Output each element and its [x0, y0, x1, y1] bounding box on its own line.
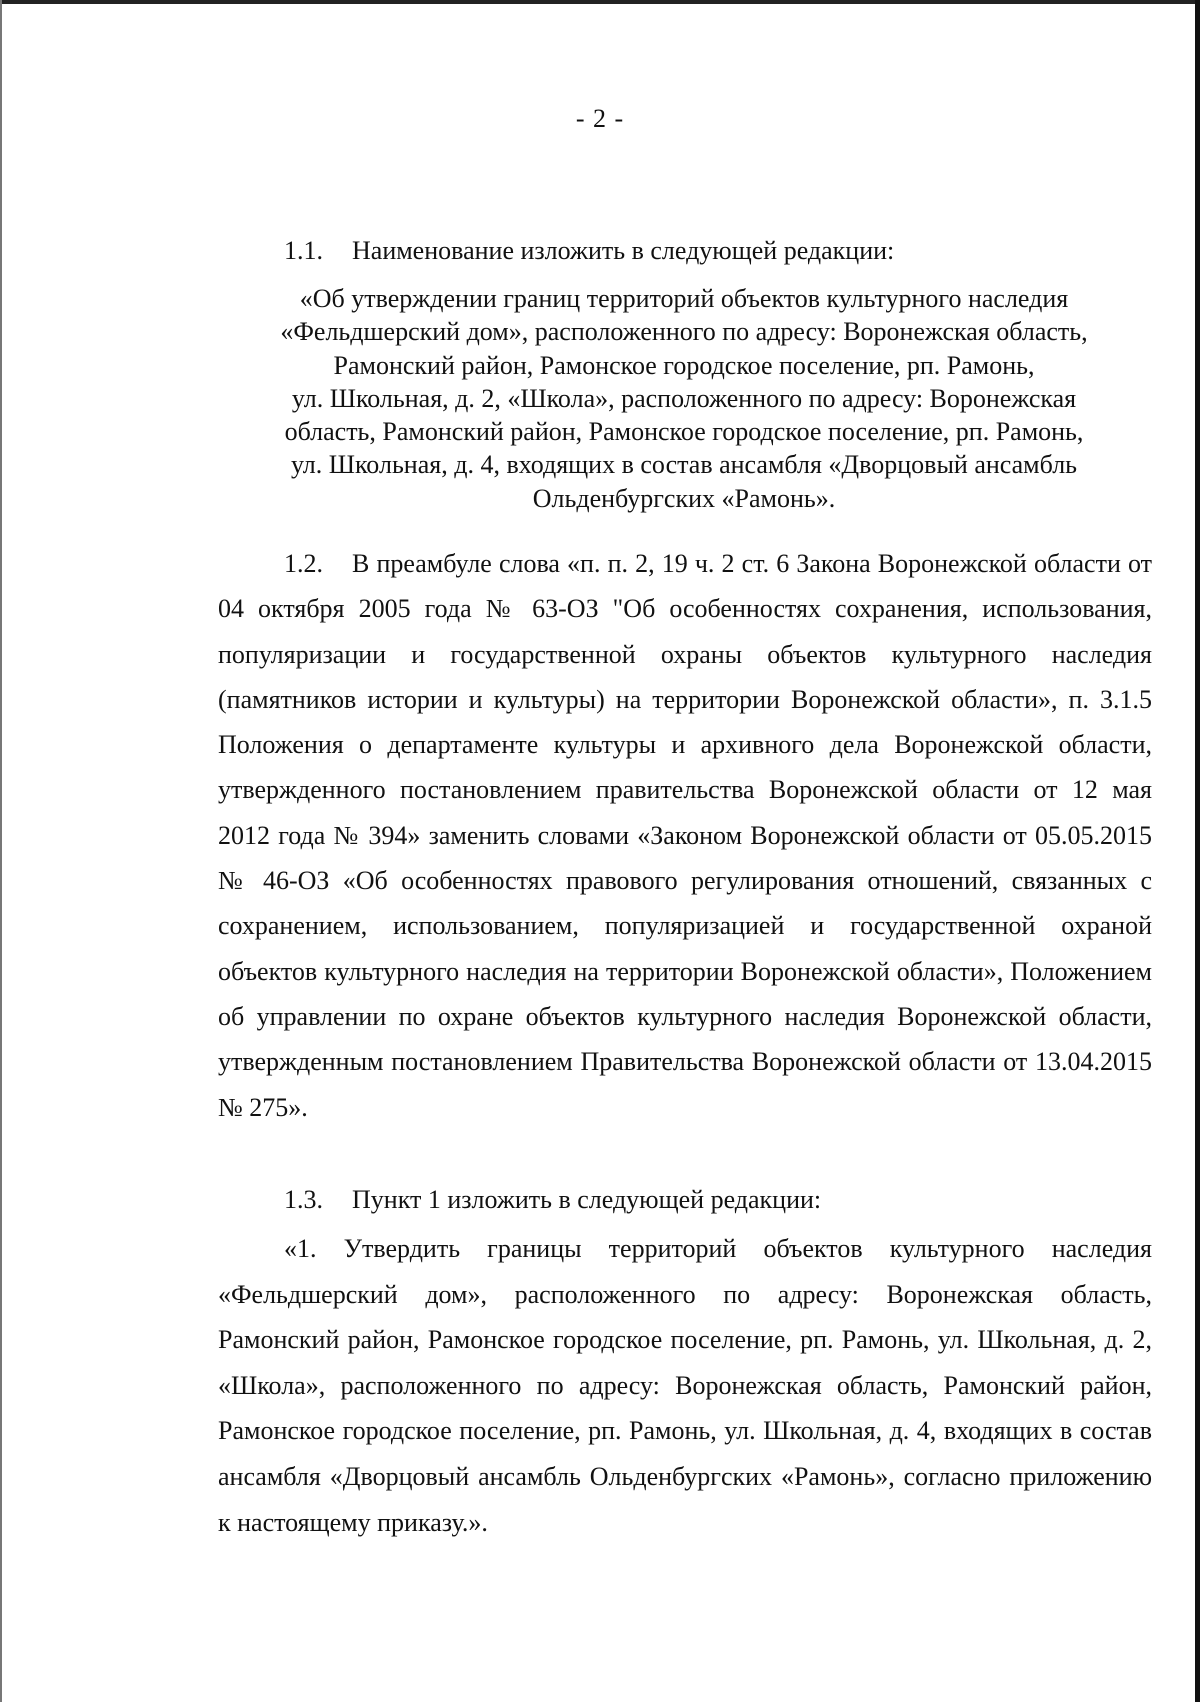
section-1-3-text: Пункт 1 изложить в следующей редакции:	[352, 1185, 822, 1214]
section-1-2-text: В преамбуле слова «п. п. 2, 19 ч. 2 ст. 6 Закона Воронежской области от 04 октября 2005 года № 63-ОЗ "Об особенностях сохранения, использования, популяризации и государственной охраны объектов культурного наследия (памятников истории и культуры) на территории Воронежской области», п. 3.1.5 Положения о департаменте культуры и архивного дела Воронежской области, утвержденного постановлением правительства Воронежской области от 12 мая 2012 года № 394» заменить словами «Законом Воронежской области от 05.05.2015 № 46-ОЗ «Об особенностях правового регулирования отношений, связанных с сохранением, использованием, популяризацией и государственной охраной объектов культурного наследия на территории Воронежской области», Положением об управлении по охране объектов культурного наследия Воронежской области, утвержденным постановлением Правительства Воронежской области от 13.04.2015 № 275».	[218, 549, 1152, 1122]
quote-line: «Фельдшерский дом», расположенного по адресу: Воронежская область,	[280, 317, 1088, 347]
scan-right-edge	[1195, 0, 1200, 1702]
section-1-1-heading	[218, 232, 1152, 270]
quote-line: Рамонский район, Рамонское городское поселение, рп. Рамонь,	[333, 350, 1035, 380]
quote-line: область, Рамонский район, Рамонское городское поселение, рп. Рамонь,	[284, 417, 1084, 447]
scan-top-edge	[0, 0, 1200, 4]
quote-line: Ольденбургских «Рамонь».	[532, 483, 836, 513]
section-1-3-number: 1.3.	[284, 1185, 323, 1214]
section-1-1-text: Наименование изложить в следующей редакции:	[352, 236, 895, 265]
section-1-2-number: 1.2.	[284, 549, 323, 578]
page-number: - 2 -	[575, 104, 625, 133]
section-1-1-quote	[232, 282, 1136, 515]
quote-line: «Об утверждении границ территорий объектов культурного наследия	[299, 284, 1069, 313]
section-1-3-quote-paragraph: «1. Утвердить границы территорий объектов культурного наследия «Фельдшерский дом», расположенного по адресу: Воронежская область, Рамонский район, Рамонское городское поселение, рп. Рамонь, ул. Школьная, д. 2, «Школа», расположенного по адресу: Воронежская область, Рамонский район, Рамонское городское поселение, рп. Рамонь, ул. Школьная, д. 4, входящих в состав ансамбля «Дворцовый ансамбль Ольденбургских «Рамонь», согласно приложению к настоящему приказу.».	[218, 1234, 1152, 1537]
scan-left-edge	[0, 0, 2, 1702]
section-1-1-number: 1.1.	[284, 236, 323, 265]
section-1-3-heading	[218, 1181, 1152, 1219]
quote-line: ул. Школьная, д. 2, «Школа», расположенного по адресу: Воронежская	[291, 383, 1077, 413]
section-1-2-paragraph	[218, 541, 1152, 1130]
quote-line: ул. Школьная, д. 4, входящих в состав ансамбля «Дворцовый ансамбль	[290, 450, 1078, 480]
